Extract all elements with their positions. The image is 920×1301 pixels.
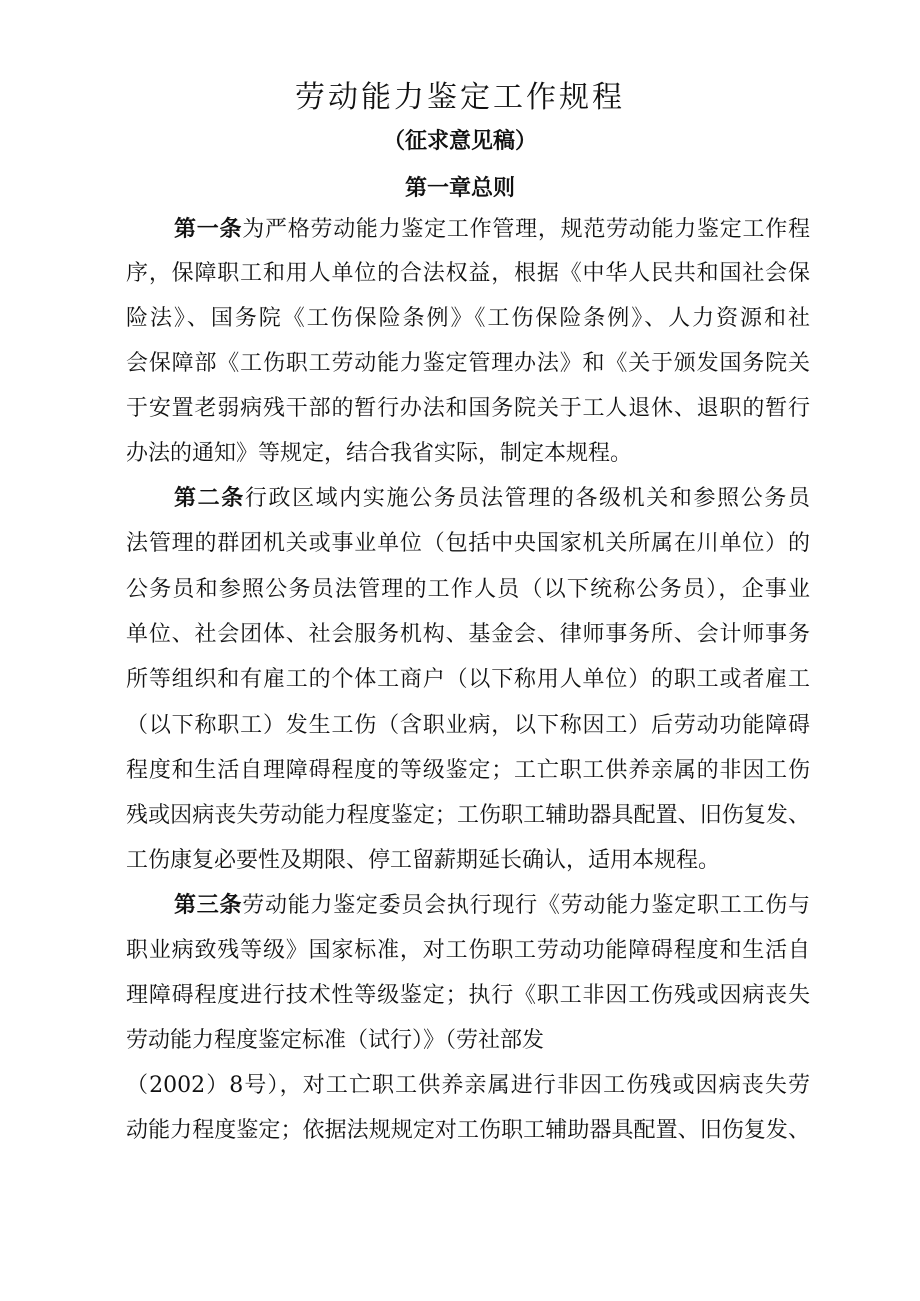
article-line: （以下称职工）发生工伤（含职业病，以下称因工）后劳动功能障碍: [126, 713, 810, 738]
document-subtitle: （征求意见稿）: [382, 129, 537, 154]
article-line: [174, 215, 810, 245]
article-text: 为严格劳动能力鉴定工作管理，规范劳动能力鉴定工作程: [242, 217, 810, 242]
chapter-heading: 第一章总则: [404, 176, 515, 201]
article-line: 公务员和参照公务员法管理的工作人员（以下统称公务员），企事业: [126, 577, 810, 602]
article-line: 残或因病丧失劳动能力程度鉴定；工伤职工辅助器具配置、旧伤复发、: [126, 803, 810, 828]
article-line: 工伤康复必要性及期限、停工留薪期延长确认，适用本规程。: [126, 848, 721, 873]
article-line: 单位、社会团体、社会服务机构、基金会、律师事务所、会计师事务: [126, 622, 810, 647]
article-line: （2002）8号），对工亡职工供养亲属进行非因工伤残或因病丧失劳: [126, 1073, 810, 1098]
article-line: 程度和生活自理障碍程度的等级鉴定；工亡职工供养亲属的非因工伤: [126, 758, 810, 783]
document-title: 劳动能力鉴定工作规程: [295, 80, 625, 115]
article-label: 第三条: [174, 893, 243, 918]
article-label: 第二条: [174, 486, 245, 511]
article-text: 行政区域内实施公务员法管理的各级机关和参照公务员: [244, 486, 810, 511]
article-line: 序，保障职工和用人单位的合法权益，根据《中华人民共和国社会保: [126, 261, 810, 286]
article-line: 会保障部《工伤职工劳动能力鉴定管理办法》和《关于颁发国务院关: [126, 351, 810, 376]
article-line: 所等组织和有雇工的个体工商户（以下称用人单位）的职工或者雇工: [126, 667, 810, 692]
article-line: 理障碍程度进行技术性等级鉴定；执行《职工非因工伤残或因病丧失: [126, 983, 810, 1008]
article-line: 险法》、国务院《工伤保险条例》《工伤保险条例》、人力资源和社: [126, 306, 810, 331]
article-line: [174, 484, 810, 514]
article-line: [174, 891, 810, 921]
article-line: 职业病致残等级》国家标准，对工伤职工劳动功能障碍程度和生活自: [126, 938, 810, 963]
article-line: 法管理的群团机关或事业单位（包括中央国家机关所属在川单位）的: [126, 531, 810, 556]
article-line: 办法的通知》等规定，结合我省实际，制定本规程。: [126, 441, 633, 466]
article-line: 劳动能力程度鉴定标准（试行）》（劳社部发: [126, 1028, 545, 1053]
article-line: 于安置老弱病残干部的暂行办法和国务院关于工人退休、退职的暂行: [126, 396, 810, 421]
article-line: 动能力程度鉴定；依据法规规定对工伤职工辅助器具配置、旧伤复发、: [126, 1118, 810, 1143]
article-label: 第一条: [174, 217, 243, 242]
article-text: 劳动能力鉴定委员会执行现行《劳动能力鉴定职工工伤与: [242, 893, 810, 918]
